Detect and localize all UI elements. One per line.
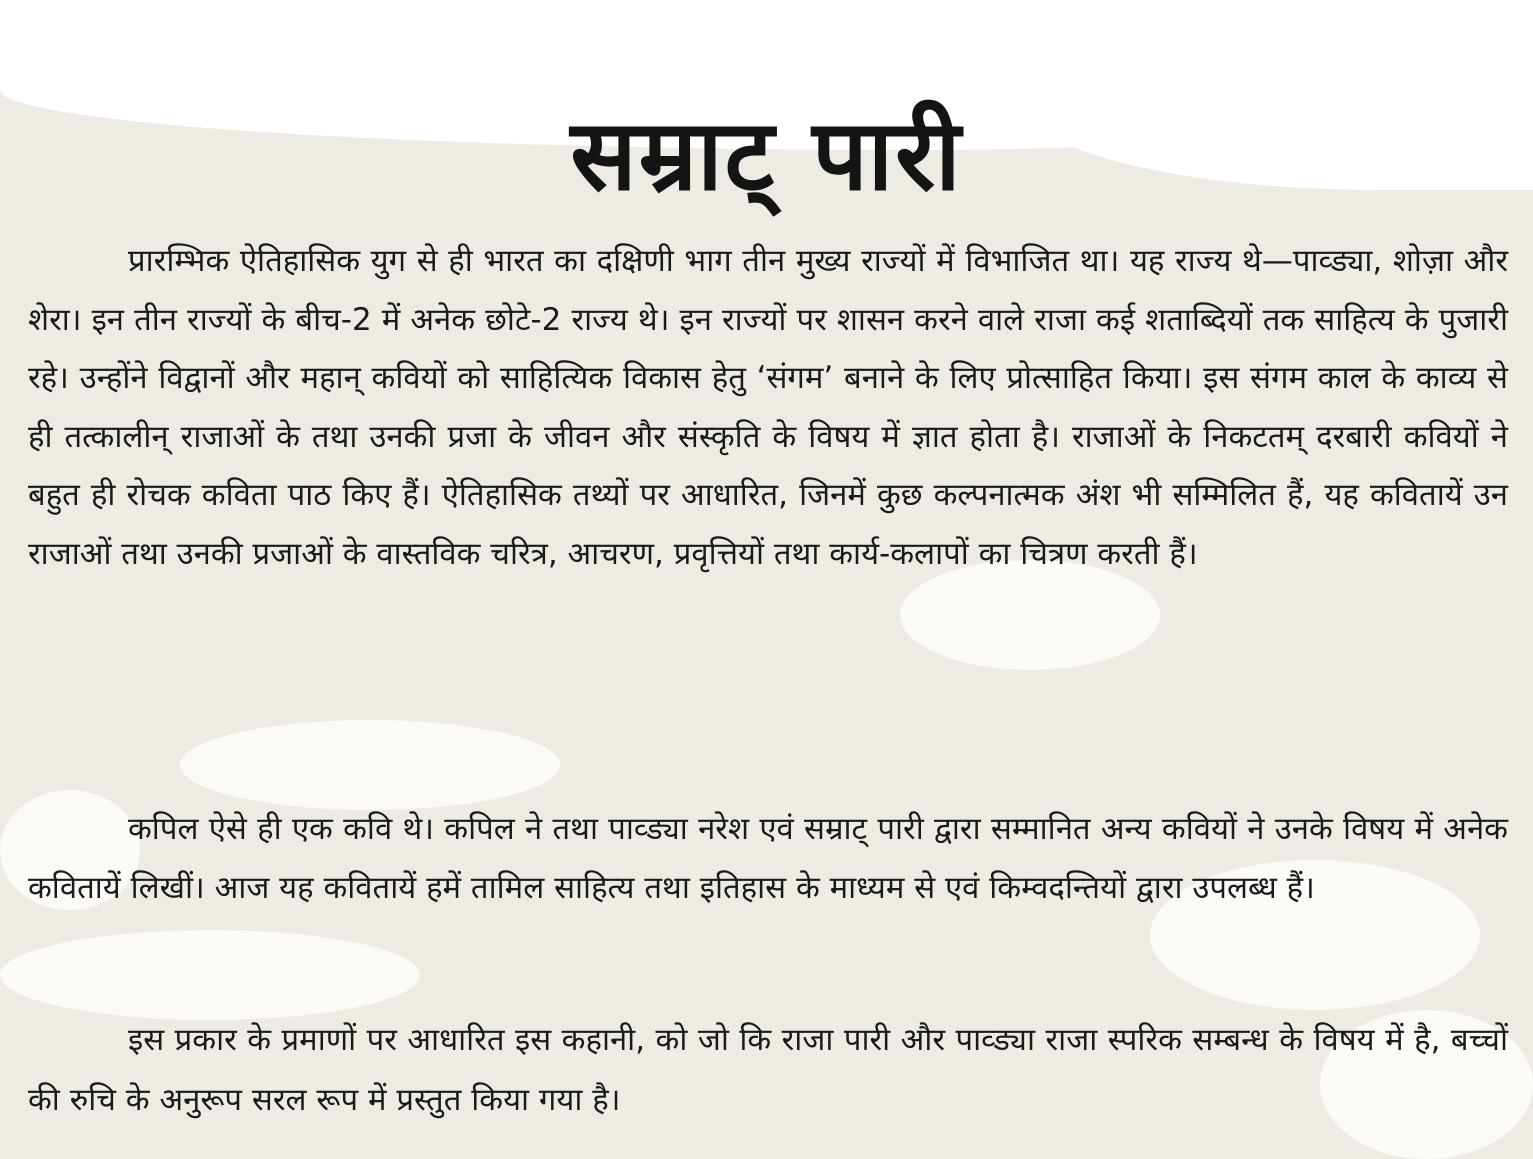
paragraph-intro: प्रारम्भिक ऐतिहासिक युग से ही भारत का दक्षिणी भाग तीन मुख्य राज्यों में विभाजित था। यह राज्य थे—पाव्ड्या, शोज़ा और शेरा। इन तीन राज्यों के बीच-2 में अनेक छोटे-2 राज्य थे। इन राज्यों पर शासन करने वाले राजा कई शताब्दियों तक साहित्य के पुजारी रहे। उन्होंने विद्वानों और महान् कवियों को साहित्यिक विकास हेतु ‘संगम’ बनाने के लिए प्रोत्साहित किया। इस संगम काल के काव्य से ही तत्कालीन् राजाओं के तथा उनकी प्रजा के जीवन और संस्कृति के विषय में ज्ञात होता है। राजाओं के निकटतम् दरबारी कवियों ने बहुत ही रोचक कविता पाठ किए हैं। ऐतिहासिक तथ्यों पर आधारित, जिनमें कुछ कल्पनात्मक अंश भी सम्मिलित हैं, यह कवितायें उन राजाओं तथा उनकी प्रजाओं के वास्तविक चरित्र, आचरण, प्रवृत्तियों तथा कार्य-कलापों का चित्रण करती हैं। xyxy=(28,243,1508,572)
page-title: सम्राट् पारी xyxy=(570,98,963,213)
paragraph-kapil: कपिल ऐसे ही एक कवि थे। कपिल ने तथा पाव्ड्या नरेश एवं सम्राट् पारी द्वारा सम्मानित अन्य कवियों ने उनके विषय में अनेक कवितायें लिखीं। आज यह कवितायें हमें तामिल साहित्य तथा इतिहास के माध्यम से एवं किम्वदन्तियों द्वारा उपलब्ध हैं। xyxy=(28,811,1508,906)
paper-blot xyxy=(180,720,560,810)
paragraph-story: इस प्रकार के प्रमाणों पर आधारित इस कहानी, को जो कि राजा पारी और पाव्ड्या राजा स्परिक सम्बन्ध के विषय में है, बच्चों की रुचि के अनुरूप सरल रूप में प्रस्तुत किया गया है। xyxy=(28,1022,1508,1118)
paper-blot xyxy=(0,930,420,1020)
